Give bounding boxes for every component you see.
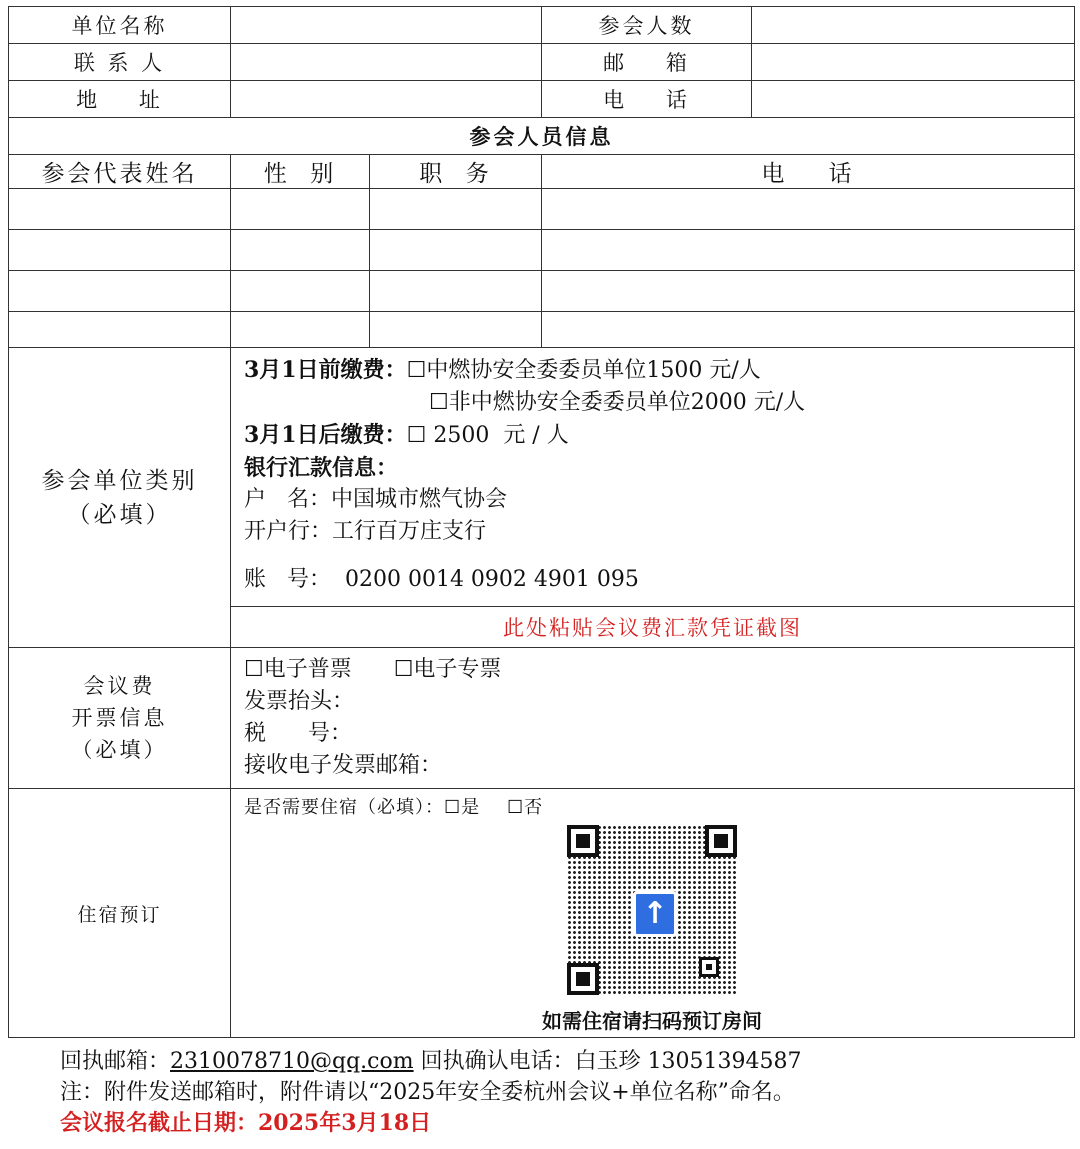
accommodation-cell (231, 789, 1075, 1038)
attendee-phone-cell[interactable] (542, 189, 1075, 230)
registration-deadline: 会议报名截止日期：2025年3月18日 (60, 1110, 432, 1136)
qr-logo-icon: ↑ (633, 891, 677, 937)
qr-finder-top-right (705, 825, 737, 857)
attendee-phone-cell[interactable] (542, 312, 1075, 348)
attendee-row (9, 271, 1075, 312)
phone-field[interactable] (752, 81, 1075, 118)
attendee-name-cell[interactable] (9, 271, 231, 312)
column-header-gender: 性 别 (231, 155, 370, 189)
attendee-count-label: 参会人数 (542, 7, 752, 44)
attendee-row (9, 230, 1075, 271)
unit-name-field[interactable] (231, 7, 542, 44)
address-label: 地 址 (9, 81, 231, 118)
attendee-gender-cell[interactable] (231, 189, 370, 230)
qr-finder-bottom-left (567, 963, 599, 995)
attendee-section-title: 参会人员信息 (9, 118, 1075, 155)
account-name: 户 名：中国城市燃气协会 (244, 487, 507, 512)
attendee-phone-cell[interactable] (542, 271, 1075, 312)
qr-area (231, 819, 1074, 1037)
invoice-label-line2: 开票信息 (71, 706, 168, 730)
qr-finder-top-left (567, 825, 599, 857)
address-field[interactable] (231, 81, 542, 118)
qr-alignment-mark (699, 957, 719, 977)
invoice-row (9, 648, 1075, 789)
unit-name-row (9, 7, 1075, 44)
after-fee-option[interactable]: ☐ 2500 元 / 人 (406, 423, 569, 448)
invoice-email-field[interactable]: 接收电子发票邮箱： (244, 753, 443, 778)
invoice-info-cell (231, 648, 1075, 789)
attendee-row (9, 312, 1075, 348)
attendee-row (9, 189, 1075, 230)
invoice-label (9, 648, 231, 789)
reply-info-line (60, 1046, 802, 1077)
qr-caption: 如需住宿请扫码预订房间 (542, 1009, 762, 1033)
column-header-position: 职 务 (370, 155, 542, 189)
attendee-position-cell[interactable] (370, 230, 542, 271)
attachment-note: 注：附件发送邮箱时，附件请以“2025年安全委杭州会议+单位名称”命名。 (60, 1080, 795, 1105)
accommodation-no-option[interactable]: ☐否 (507, 797, 544, 818)
accommodation-row (9, 789, 1075, 1038)
category-label-line2: （必填） (67, 501, 172, 528)
attendee-name-cell[interactable] (9, 189, 231, 230)
attendee-position-cell[interactable] (370, 271, 542, 312)
after-deadline-line (244, 419, 1074, 452)
nonmember-fee-option[interactable]: ☐非中燃协安全委委员单位2000 元/人 (429, 390, 806, 415)
before-deadline-label: 3月1日前缴费： (244, 357, 407, 383)
column-header-name: 参会代表姓名 (9, 155, 231, 189)
footer-notes (60, 1046, 802, 1139)
phone-label: 电 话 (542, 81, 752, 118)
accommodation-label: 住宿预订 (9, 789, 231, 1038)
reply-phone: 回执确认电话：白玉珍 13051394587 (413, 1049, 802, 1074)
hotel-booking-qr-code[interactable] (567, 825, 737, 995)
column-header-phone: 电 话 (542, 155, 1075, 189)
attendee-position-cell[interactable] (370, 189, 542, 230)
registration-form-table (8, 6, 1075, 1038)
reply-email-link[interactable]: 2310078710@qq.com (170, 1049, 414, 1074)
accommodation-yes-option[interactable]: ☐是 (444, 797, 481, 818)
reply-email-label: 回执邮箱： (60, 1049, 171, 1074)
e-special-invoice-option[interactable]: ☐电子专票 (393, 657, 502, 682)
contact-person-field[interactable] (231, 44, 542, 81)
account-number: 账 号： 0200 0014 0902 4901 095 (244, 567, 639, 592)
invoice-label-line3: （必填） (71, 738, 168, 762)
accommodation-question (231, 789, 1074, 819)
attendee-columns-row (9, 155, 1075, 189)
attendee-gender-cell[interactable] (231, 230, 370, 271)
bank-info-title: 银行汇款信息： (244, 455, 399, 481)
email-field[interactable] (752, 44, 1075, 81)
before-deadline-line (244, 354, 1074, 387)
attendee-name-cell[interactable] (9, 230, 231, 271)
payment-info-cell (231, 348, 1075, 607)
invoice-type-options (244, 654, 1074, 686)
tax-number-field[interactable]: 税 号： (244, 721, 352, 746)
email-label: 邮 箱 (542, 44, 752, 81)
category-label-line1: 参会单位类别 (41, 467, 198, 494)
category-label (9, 348, 231, 648)
attendee-phone-cell[interactable] (542, 230, 1075, 271)
payment-proof-paste-area[interactable]: 此处粘贴会议费汇款凭证截图 (231, 607, 1075, 648)
unit-name-label: 单位名称 (9, 7, 231, 44)
invoice-title-field[interactable]: 发票抬头： (244, 689, 355, 714)
contact-person-label: 联 系 人 (9, 44, 231, 81)
bank-branch: 开户行：工行百万庄支行 (244, 519, 487, 544)
attendee-position-cell[interactable] (370, 312, 542, 348)
address-row (9, 81, 1075, 118)
attendee-gender-cell[interactable] (231, 312, 370, 348)
e-normal-invoice-option[interactable]: ☐电子普票 (244, 657, 352, 682)
attendee-name-cell[interactable] (9, 312, 231, 348)
contact-row (9, 44, 1075, 81)
attendee-section-header (9, 118, 1075, 155)
attendee-count-field[interactable] (752, 7, 1075, 44)
invoice-label-line1: 会议费 (83, 674, 156, 698)
attendee-gender-cell[interactable] (231, 271, 370, 312)
after-deadline-label: 3月1日后缴费： (244, 422, 407, 448)
member-fee-option[interactable]: ☐中燃协安全委委员单位1500 元/人 (406, 358, 761, 383)
accommodation-question-text: 是否需要住宿（必填）： (244, 797, 444, 818)
category-row (9, 348, 1075, 607)
